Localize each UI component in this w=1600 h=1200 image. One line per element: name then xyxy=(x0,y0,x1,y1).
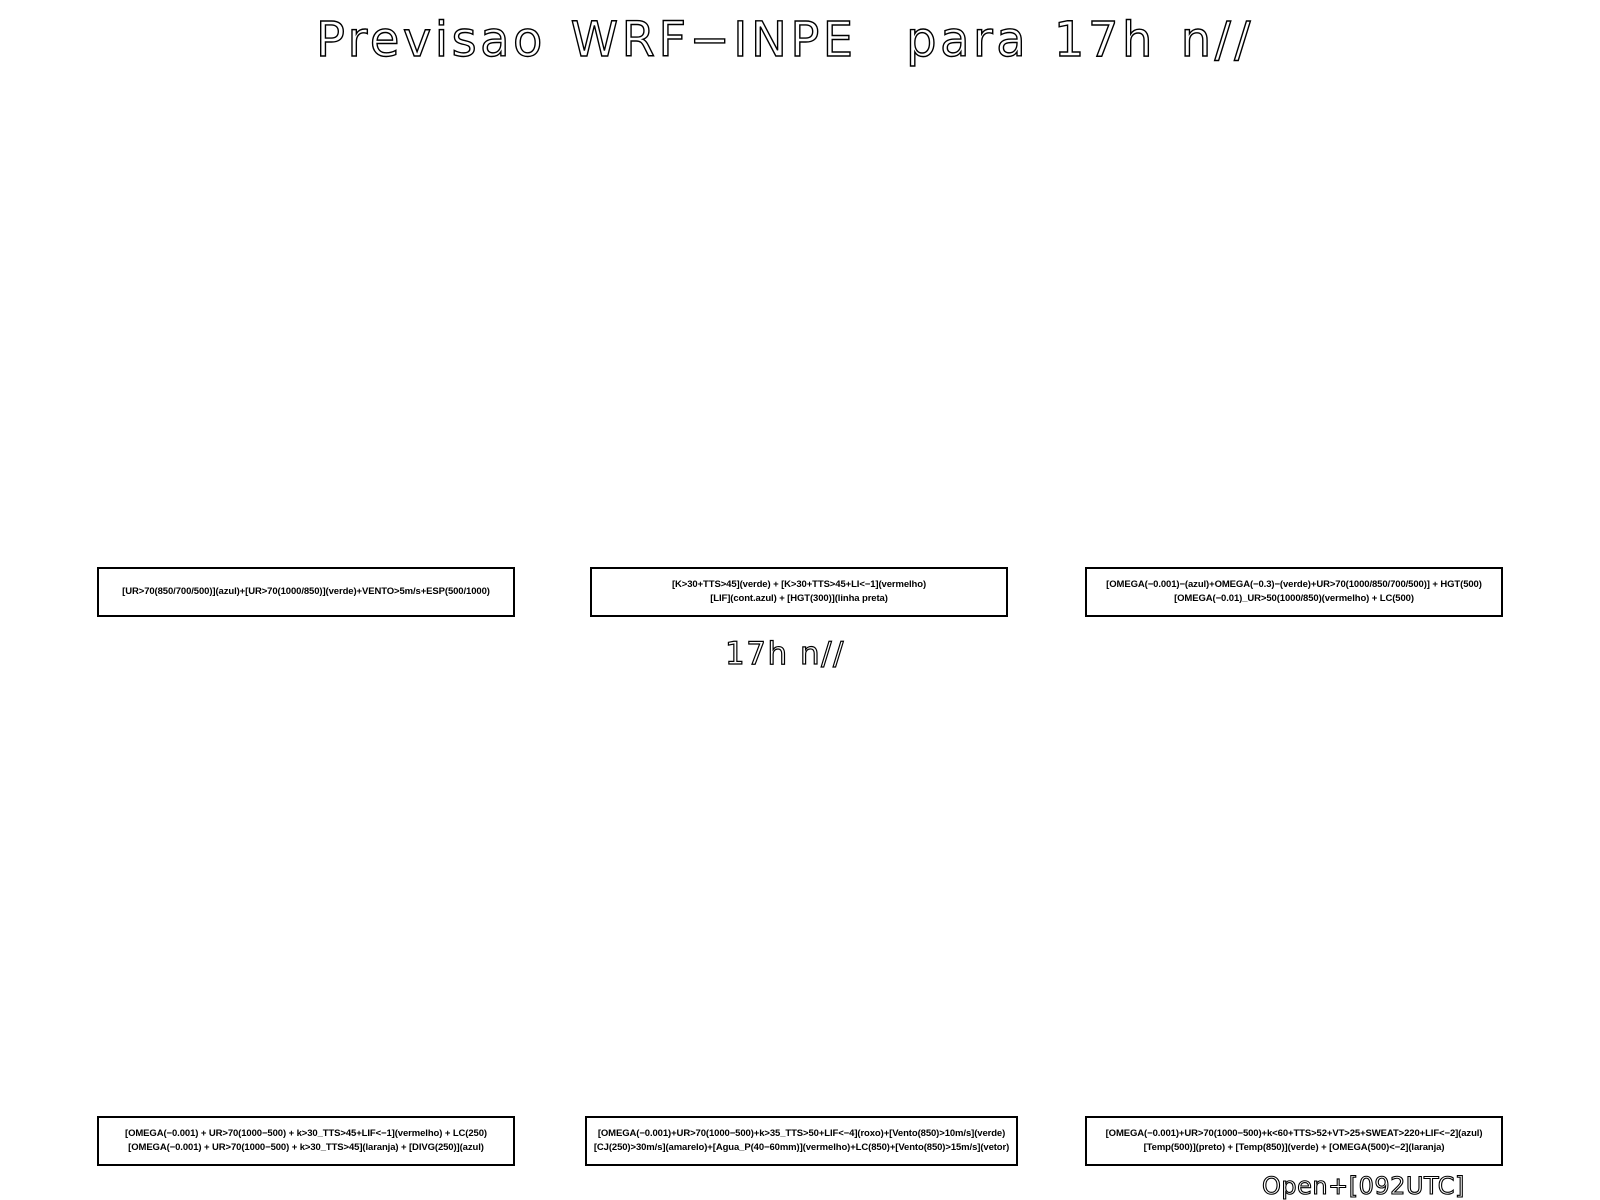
panel-top-center-line-1: [K>30+TTS>45](verde) + [K>30+TTS>45+LI<−1](vermelho) xyxy=(671,578,927,590)
panel-top-left[interactable] xyxy=(97,567,515,617)
panel-top-right-line-2: [OMEGA(−0.01)_UR>50(1000/850)(vermelho) + LC(500) xyxy=(1174,593,1414,604)
panel-bottom-right-line-2: [Temp(500)](preto) + [Temp(850)](verde) + [OMEGA(500)<−2](laranja) xyxy=(1143,1142,1445,1153)
panel-top-right-line-1: [OMEGA(−0.001)−(azul)+OMEGA(−0.3)−(verde)+UR>70(1000/850/700/500)] + HGT(500) xyxy=(1106,578,1482,590)
panel-bottom-right-line-1: [OMEGA(−0.001)+UR>70(1000−500)+k<60+TTS>52+VT>25+SWEAT>220+LIF<−2](azul) xyxy=(1105,1127,1483,1139)
open-utc-link[interactable]: Open+[092UTC] xyxy=(1262,1172,1465,1200)
forecast-hour-label: 17h n// xyxy=(725,636,845,672)
panel-bottom-center-line-2: [CJ(250)>30m/s](amarelo)+[Agua_P(40−60mm)](vermelho)+LC(850)+[Vento(850)>15m/s](vetor) xyxy=(593,1142,1010,1153)
panel-bottom-left[interactable] xyxy=(97,1116,515,1166)
panel-top-center-line-2: [LIF](cont.azul) + [HGT(300)](linha preta) xyxy=(710,593,888,604)
panel-bottom-center-line-1: [OMEGA(−0.001)+UR>70(1000−500)+k>35_TTS>50+LIF<−4](roxo)+[Vento(850)>10m/s](verde) xyxy=(597,1127,1006,1139)
panel-bottom-right[interactable] xyxy=(1085,1116,1503,1166)
panel-bottom-center[interactable] xyxy=(585,1116,1018,1166)
panel-top-left-line-1: [UR>70(850/700/500)](azul)+[UR>70(1000/850)](verde)+VENTO>5m/s+ESP(500/1000) xyxy=(122,585,490,597)
panel-top-center[interactable] xyxy=(590,567,1008,617)
panel-bottom-left-line-2: [OMEGA(−0.001) + UR>70(1000−500) + k>30_TTS>45](laranja) + [DIVG(250)](azul) xyxy=(128,1142,484,1153)
panel-top-right[interactable] xyxy=(1085,567,1503,617)
page-title: Previsao WRF−INPE para 17h n// xyxy=(316,12,1254,68)
panel-bottom-left-line-1: [OMEGA(−0.001) + UR>70(1000−500) + k>30_TTS>45+LIF<−1](vermelho) + LC(250) xyxy=(125,1127,487,1139)
